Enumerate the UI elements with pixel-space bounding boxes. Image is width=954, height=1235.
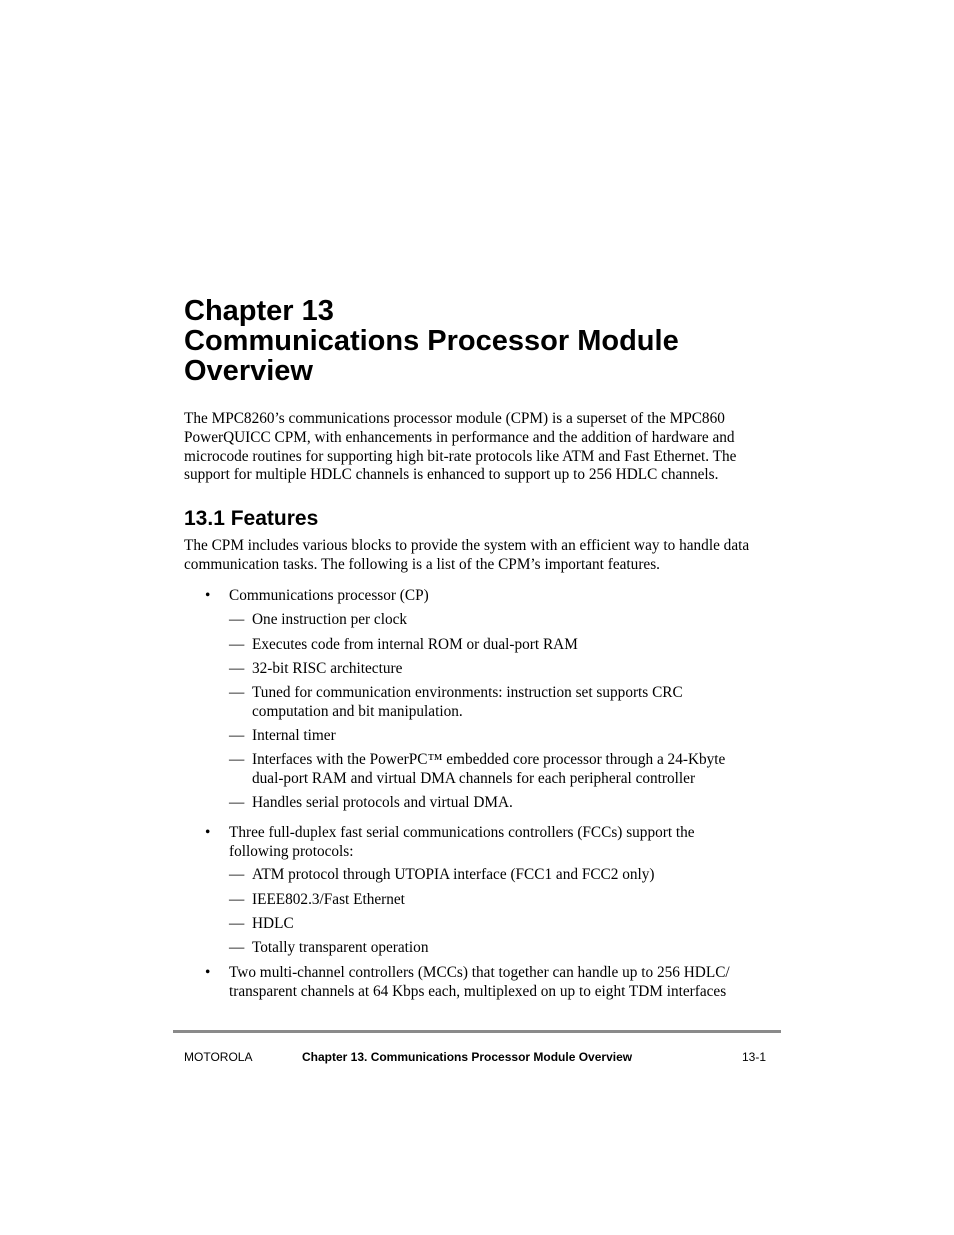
sub-list-item [252,915,774,934]
section-intro-line: The CPM includes various blocks to provide the system with an efficient way to handle data [184,537,750,554]
dash-icon: — [229,684,245,701]
dash-icon: — [229,891,245,908]
sub-list-item [252,611,774,630]
footer-publisher: MOTOROLA [184,1050,253,1064]
bullet-icon: • [205,964,211,981]
sub-list-item-text: HDLC [252,915,294,932]
sub-list-item [252,794,774,813]
footer-chapter-title: Chapter 13. Communications Processor Module Overview [302,1050,633,1064]
sub-list-item-text: computation and bit manipulation. [252,702,463,720]
sub-list-item [252,939,774,958]
section-intro-paragraph [184,537,774,575]
sub-list-item [252,684,774,722]
chapter-title-line-1: Communications Processor Module [184,325,679,357]
intro-paragraph [184,410,774,485]
sub-list-item-text: dual-port RAM and virtual DMA channels for each peripheral controller [252,769,696,787]
sub-list-item [252,866,774,885]
list-item-text: Communications processor (CP) [229,587,429,604]
chapter-title-line-2: Overview [184,355,313,387]
intro-line: microcode routines for supporting high bit-rate protocols like ATM and Fast Ethernet. The [184,447,737,465]
intro-line: support for multiple HDLC channels is enhanced to support up to 256 HDLC channels. [184,466,719,484]
sub-list-item [252,636,774,655]
sub-list-item-text: Executes code from internal ROM or dual-port RAM [252,636,578,653]
list-item-text: following protocols: [229,842,354,860]
page-number: 13-1 [742,1050,767,1064]
bullet-icon: • [205,824,211,841]
sub-list-item-text: Internal timer [252,727,336,744]
list-item [229,964,774,1002]
intro-line: PowerQUICC CPM, with enhancements in performance and the addition of hardware and [184,428,735,446]
list-item [229,824,774,862]
sub-list-item-text: Handles serial protocols and virtual DMA. [252,794,513,811]
chapter-title [184,296,824,386]
dash-icon: — [229,794,245,811]
dash-icon: — [229,751,245,768]
dash-icon: — [229,915,245,932]
sub-list-item [252,660,774,679]
sub-list-item-text: ATM protocol through UTOPIA interface (FCC1 and FCC2 only) [252,866,655,883]
list-item [229,587,774,606]
bullet-icon: • [205,587,211,604]
dash-icon: — [229,611,245,628]
dash-icon: — [229,939,245,956]
intro-line: The MPC8260’s communications processor module (CPM) is a superset of the MPC860 [184,410,725,427]
dash-icon: — [229,660,245,677]
dash-icon: — [229,636,245,653]
sub-list-item-text: 32-bit RISC architecture [252,660,403,677]
dash-icon: — [229,727,245,744]
sub-list-item-text: IEEE802.3/Fast Ethernet [252,891,405,908]
sub-list-item-text: Totally transparent operation [252,939,429,956]
list-item-text: transparent channels at 64 Kbps each, multiplexed on up to eight TDM interfaces [229,982,727,1000]
sub-list-item-text: Tuned for communication environments: instruction set supports CRC [252,684,683,701]
list-item-text: Three full-duplex fast serial communications controllers (FCCs) support the [229,824,695,841]
sub-list-item [252,751,774,789]
footer-divider [173,1030,781,1033]
section-title: 13.1 Features [184,507,319,530]
sub-list-item-text: Interfaces with the PowerPC™ embedded core processor through a 24-Kbyte [252,751,726,768]
sub-list-item-text: One instruction per clock [252,611,408,628]
dash-icon: — [229,866,245,883]
sub-list-item [252,727,774,746]
chapter-number: Chapter 13 [184,295,334,327]
list-item-text: Two multi-channel controllers (MCCs) that together can handle up to 256 HDLC/ [229,964,730,981]
section-intro-line: communication tasks. The following is a list of the CPM’s important features. [184,555,660,573]
sub-list-item [252,891,774,910]
